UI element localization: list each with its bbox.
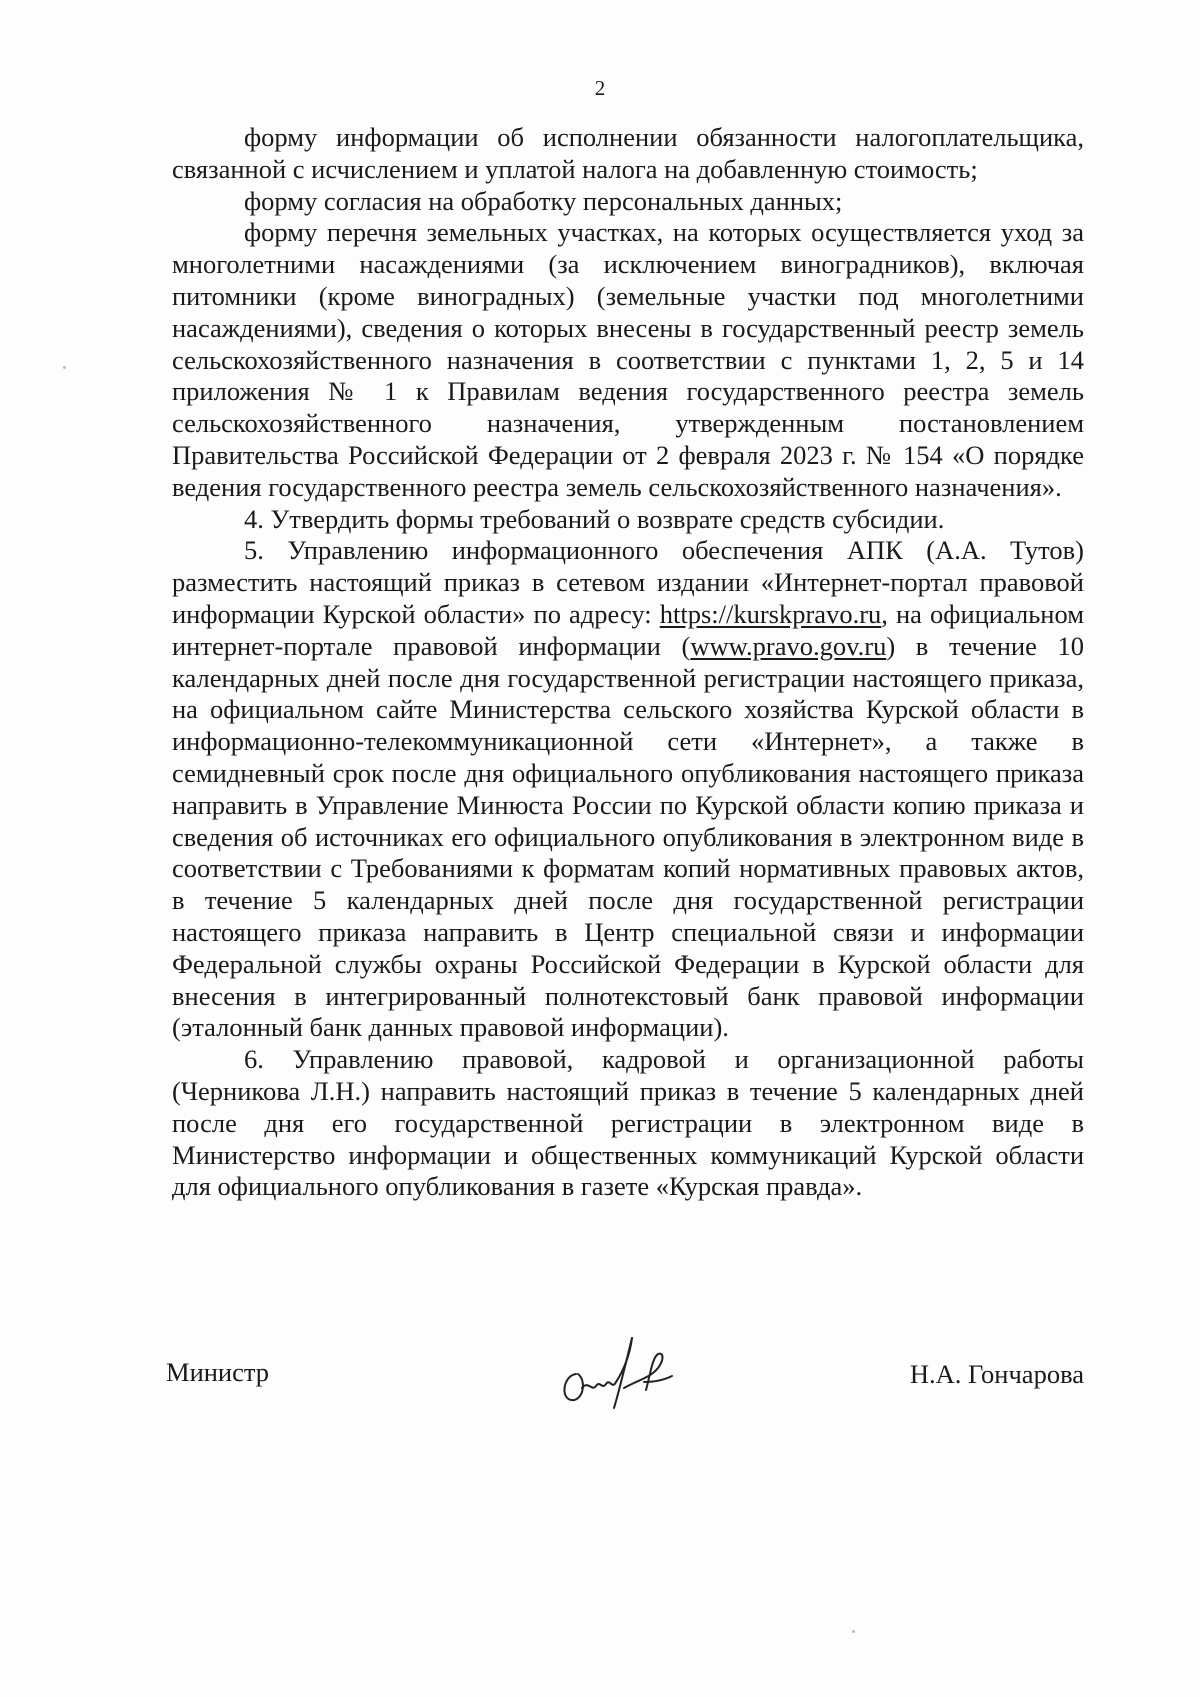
paragraph-item-5-text-2: , на официальном интернет-портале правовой информации ( (172, 598, 1084, 661)
pravo-gov-link[interactable]: www.pravo.gov.ru (690, 630, 887, 661)
scan-speck (852, 1630, 855, 1633)
paragraph-consent-form: форму согласия на обработку персональных данных; (244, 185, 843, 216)
paragraph-item-6: 6. Управлению правовой, кадровой и организационной работы (Черникова Л.Н.) направить настоящий приказ в течение 5 календарных дней после дня его государственной регистрации в электронном виде в Министерство информации и общественных коммуникаций Курской области для официального опубликования в газете «Курская правда». (172, 1044, 1084, 1202)
scan-speck (63, 366, 66, 369)
paragraph-item-5-text-1: 5. Управлению информационного обеспечения АПК (А.А. Тутов) разместить настоящий приказ в сетевом издании «Интернет-портал правовой информации Курской области» по адресу: (172, 535, 1084, 629)
signature-block (166, 1357, 1084, 1447)
paragraph-item-4: 4. Утвердить формы требований о возврате средств субсидии. (244, 503, 945, 534)
handwritten-signature (554, 1332, 689, 1412)
kurskpravo-link[interactable]: https://kurskpravo.ru (659, 598, 882, 629)
signatory-name: Н.А. Гончарова (909, 1359, 1084, 1389)
page-number: 2 (594, 76, 606, 100)
paragraph-item-5-text-3: ) в течение 10 календарных дней после дня государственной регистрации настоящего приказа, на официальном сайте Министерства сельского хозяйства Курской области в информационно-телекоммуникационной сети «Интернет», а также в семидневный срок после дня официального опубликования настоящего приказа направить в Управление Минюста России по Курской области копию приказа и сведения об источниках его официального опубликования в электронном виде в соответствии с Требованиями к форматам копий нормативных правовых актов, в течение 5 календарных дней после дня государственной регистрации настоящего приказа направить в Центр специальной связи и информации Федеральной службы охраны Российской Федерации в Курской области для внесения в интегрированный полнотекстовый банк правовой информации (эталонный банк данных правовой информации). (172, 630, 1084, 1043)
paragraph-item-5 (172, 535, 1084, 1044)
paragraph-land-plots-form: форму перечня земельных участках, на которых осуществляется уход за многолетними насаждениями (за исключением виноградников), включая питомники (кроме виноградных) (земельные участки под многолетними насаждениями), сведения о которых внесены в государственный реестр земель сельскохозяйственного назначения в соответствии с пунктами 1, 2, 5 и 14 приложения № 1 к Правилам ведения государственного реестра земель сельскохозяйственного назначения, утвержденным постановлением Правительства Российской Федерации от 2 февраля 2023 г. № 154 «О порядке ведения государственного реестра земель сельскохозяйственного назначения». (172, 217, 1084, 502)
paragraph-vat-form: форму информации об исполнении обязанности налогоплательщика, связанной с исчислением и уплатой налога на добавленную стоимость; (172, 122, 1084, 184)
document-body (172, 122, 1084, 1203)
signatory-title: Министр (166, 1357, 270, 1387)
